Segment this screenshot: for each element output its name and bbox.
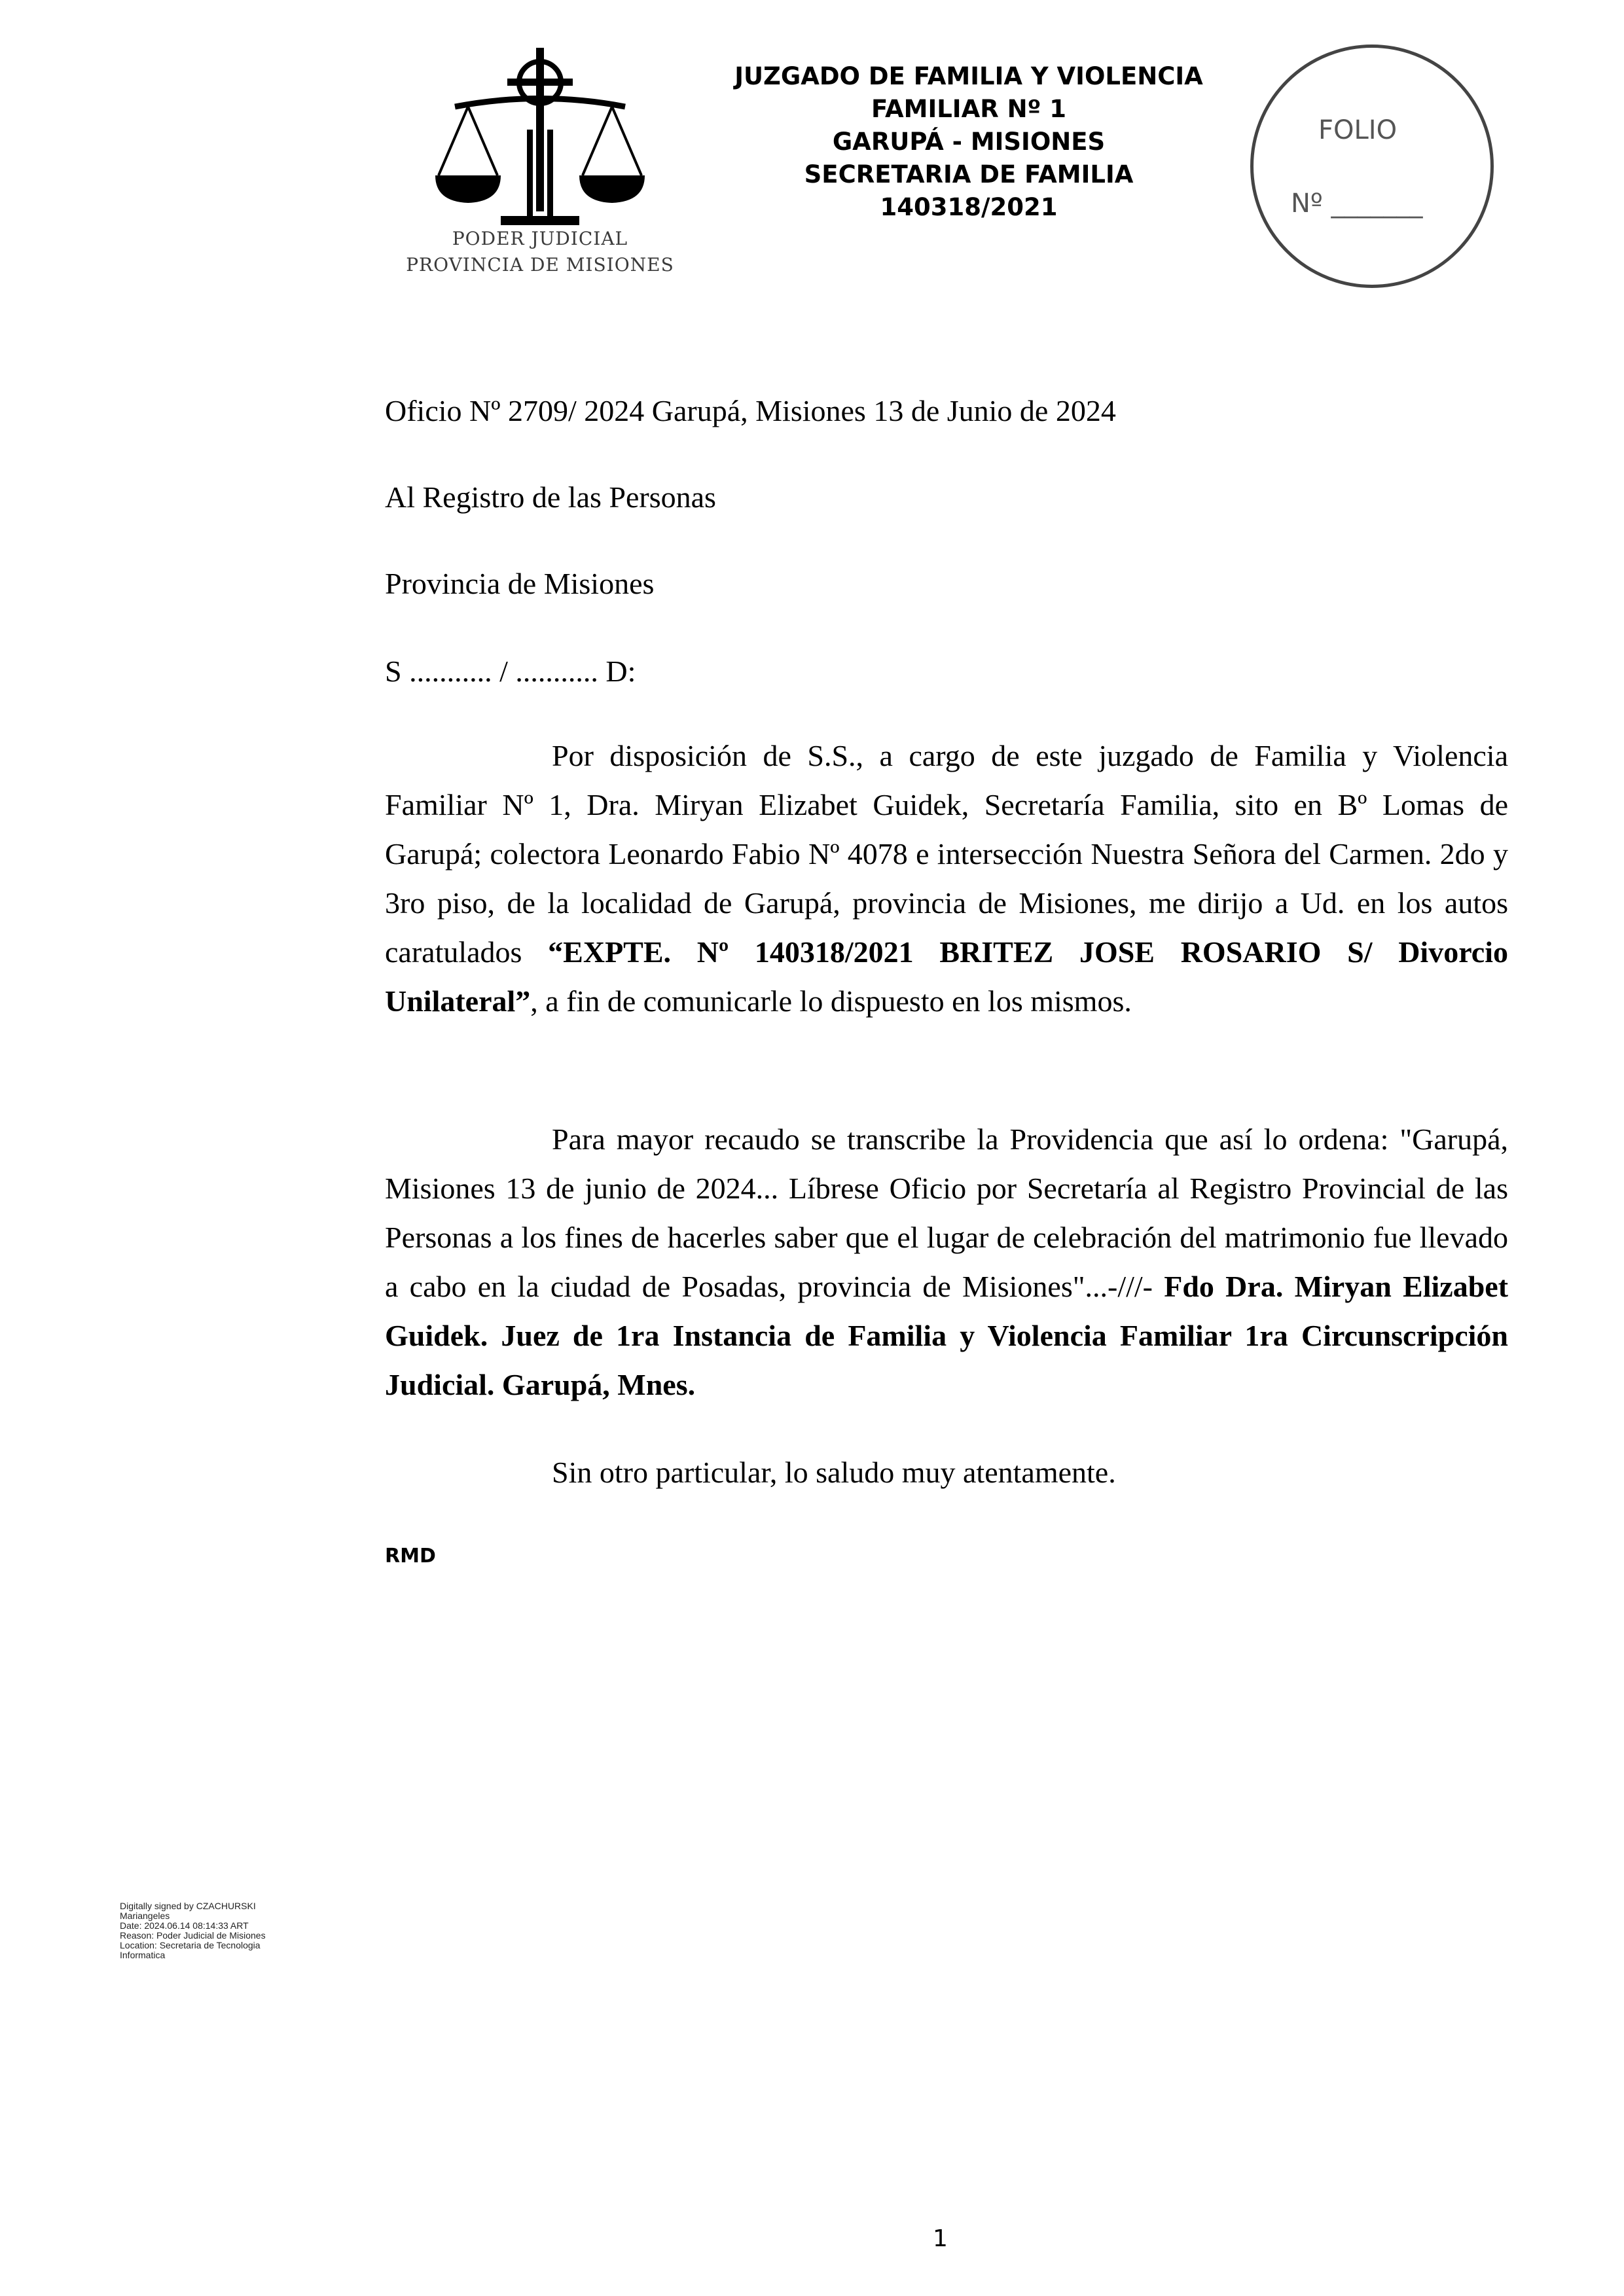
logo-text-poder-judicial: PODER JUDICIAL (452, 228, 628, 249)
header-line: FAMILIAR Nº 1 (871, 95, 1067, 123)
closing: Sin otro particular, lo saludo muy atentamente. (552, 1456, 1116, 1489)
folio-label: FOLIO (1318, 115, 1398, 145)
signed-by-judge: Fdo Dra. Miryan Elizabet Guidek. Juez de 1ra Instancia de Familia y Violencia Familiar 1ra Circunscripción Judicial. Garupá, Mnes. (385, 1270, 1509, 1401)
paragraph-1-tail: , a fin de comunicarle lo dispuesto en los mismos. (530, 984, 1132, 1018)
salutation: S ........... / ........... D: (385, 655, 636, 688)
signature-line: Mariangeles (120, 1910, 170, 1921)
digital-signature (120, 1901, 316, 1960)
case-title: “EXPTE. Nº 140318/2021 BRITEZ JOSE ROSARIO S/ Divorcio Unilateral” (385, 935, 1508, 1018)
recipient-line-2: Provincia de Misiones (385, 567, 655, 600)
recipient-line-1: Al Registro de las Personas (385, 480, 716, 514)
logo-text-provincia: PROVINCIA DE MISIONES (406, 254, 674, 276)
folio-number-label: Nº _______ (1291, 188, 1423, 219)
signature-line: Informatica (120, 1950, 166, 1960)
header-line: GARUPÁ - MISIONES (832, 128, 1106, 156)
paragraph-2 (385, 1115, 1508, 1409)
signature-line: Date: 2024.06.14 08:14:33 ART (120, 1920, 249, 1931)
paragraph-1-text: Por disposición de S.S., a cargo de este juzgado de Familia y Violencia Familiar Nº 1, Dra. Miryan Elizabet Guidek, Secretaría Familia, sito en Bº Lomas de Garupá; colectora Leonardo Fabio Nº 4078 e intersección Nuestra Señora del Carmen. 2do y 3ro piso, de la localidad de Garupá, provincia de Misiones, me dirijo a Ud. en los autos caratulados (385, 739, 1508, 969)
signature-line: Digitally signed by CZACHURSKI (120, 1901, 256, 1911)
court-logo (403, 45, 677, 287)
oficio-line: Oficio Nº 2709/ 2024 Garupá, Misiones 13 de Junio de 2024 (385, 394, 1116, 427)
folio-circle (1250, 45, 1494, 288)
header-line: 140318/2021 (880, 193, 1058, 221)
signature-line: Location: Secretaria de Tecnologia (120, 1940, 261, 1950)
signature-line: Reason: Poder Judicial de Misiones (120, 1930, 266, 1941)
paragraph-1 (385, 731, 1508, 1026)
paragraph-2-text: Para mayor recaudo se transcribe la Providencia que así lo ordena: "Garupá, Misiones 13 de junio de 2024... Líbrese Oficio por Secretaría al Registro Provincial de las Personas a los fines de hacerles saber que el lugar de celebración del matrimonio fue llevado a cabo en la ciudad de Posadas, provincia de Misiones"...-///- (385, 1122, 1508, 1303)
folio-stamp (1250, 45, 1492, 287)
court-header (681, 60, 1257, 224)
page-number: 1 (933, 2225, 948, 2252)
header-line: SECRETARIA DE FAMILIA (804, 160, 1134, 188)
scales-of-justice-icon (429, 45, 651, 234)
header-line: JUZGADO DE FAMILIA Y VIOLENCIA (734, 62, 1203, 90)
initials: RMD (385, 1545, 436, 1568)
